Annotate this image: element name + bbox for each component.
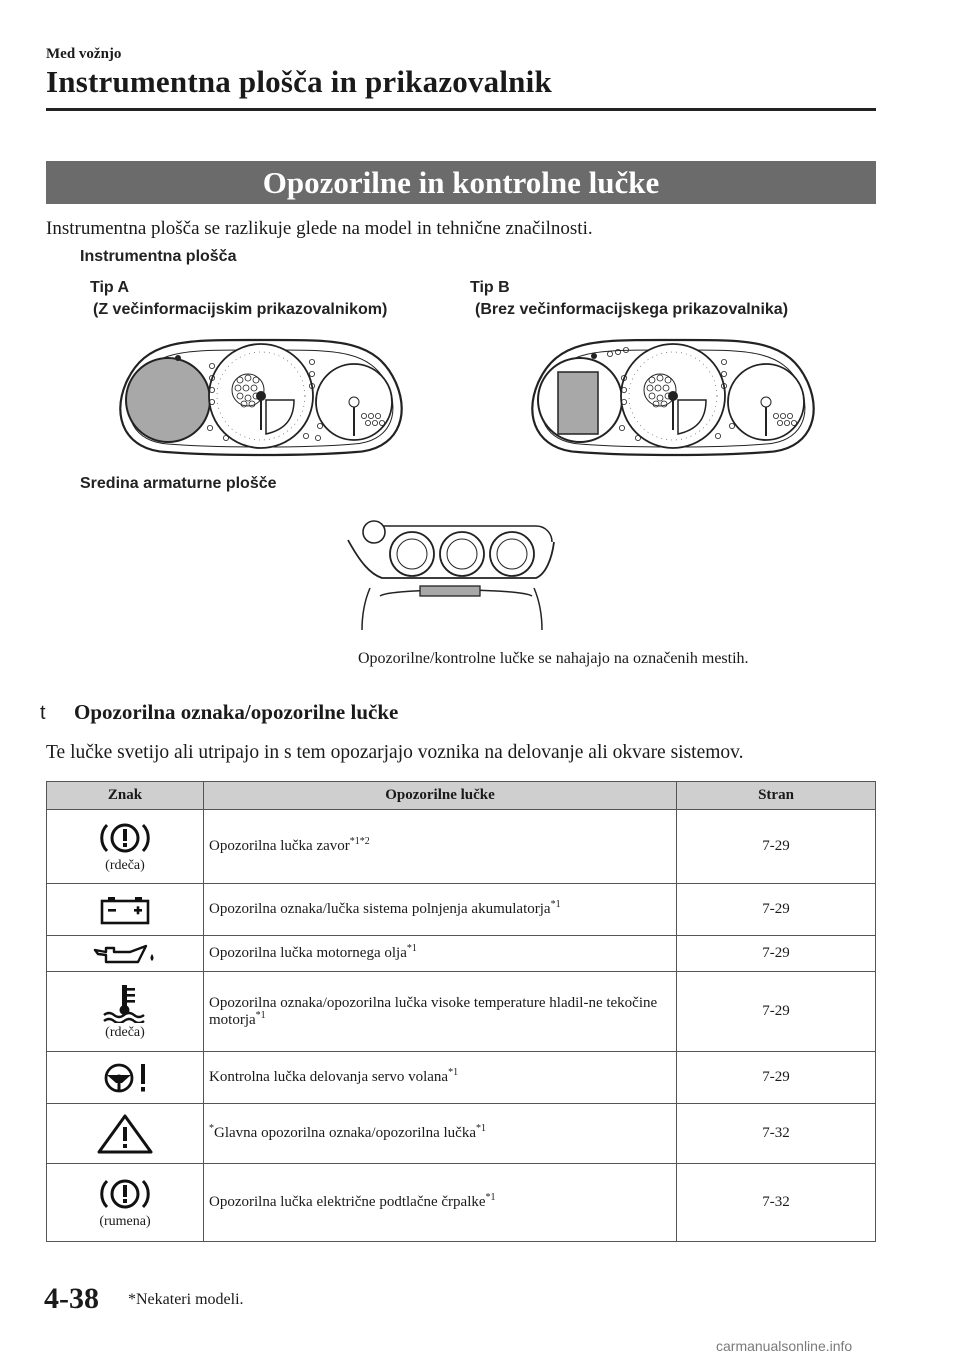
light-name-cell (204, 884, 677, 936)
footnote-ref: *1*2 (349, 836, 370, 847)
center-dashboard-illustration (340, 512, 565, 632)
color-note: (rumena) (99, 1213, 151, 1229)
symbol-cell (47, 972, 204, 1052)
color-note: (rdeča) (105, 857, 145, 873)
battery-icon (97, 895, 153, 925)
page-ref: 7-29 (677, 810, 876, 884)
table-row (47, 1104, 876, 1164)
table-row (47, 972, 876, 1052)
brake-warning-icon (97, 820, 153, 856)
type-b-desc: (Brez večinformacijskega prikazovalnika) (475, 301, 789, 318)
light-name-cell (204, 972, 677, 1052)
coolant-temp-icon (100, 983, 150, 1023)
section-banner: Opozorilne in kontrolne lučke (46, 161, 876, 204)
page-ref: 7-29 (677, 972, 876, 1052)
symbol-cell (47, 810, 204, 884)
title-rule (46, 108, 876, 111)
table-row (47, 884, 876, 936)
page-ref: 7-29 (677, 936, 876, 972)
header-symbol: Znak (47, 782, 204, 810)
table-row (47, 1052, 876, 1104)
page-number: 4-38 (44, 1282, 99, 1315)
light-name-cell (204, 936, 677, 972)
footnote-ref: *1 (406, 943, 417, 954)
panel-label: Instrumentna plošča (80, 248, 237, 265)
vacuum-pump-warning-icon (97, 1176, 153, 1212)
footnote: *Nekateri modeli. (128, 1291, 244, 1308)
bullet-marker: t (40, 702, 46, 724)
light-name-cell (204, 1104, 677, 1164)
page-ref: 7-29 (677, 884, 876, 936)
type-a-desc: (Z večinformacijskim prikazovalnikom) (93, 301, 388, 318)
symbol-cell (47, 884, 204, 936)
intro-text: Instrumentna plošča se razlikuje glede na model in tehnične značilnosti. (46, 218, 593, 239)
cluster-type-b-illustration (518, 328, 828, 458)
symbol-cell (47, 1052, 204, 1104)
color-note: (rdeča) (105, 1024, 145, 1040)
model-ref: * (209, 1123, 214, 1134)
cluster-type-a-illustration (106, 328, 416, 458)
light-name: Opozorilna oznaka/lučka sistema polnjenja akumulatorja (209, 901, 551, 917)
subsection-heading: Opozorilna oznaka/opozorilne lučke (74, 700, 399, 724)
page-ref: 7-32 (677, 1164, 876, 1242)
light-name-cell (204, 1164, 677, 1242)
header-lights: Opozorilne lučke (204, 782, 677, 810)
table-row (47, 1164, 876, 1242)
table-header-row (47, 782, 876, 810)
light-name-cell (204, 1052, 677, 1104)
light-name-cell (204, 810, 677, 884)
master-warning-icon (96, 1112, 154, 1156)
page-ref: 7-32 (677, 1104, 876, 1164)
diagram-caption: Opozorilne/kontrolne lučke se nahajajo na označenih mestih. (358, 650, 749, 667)
page-ref: 7-29 (677, 1052, 876, 1104)
center-label: Sredina armaturne plošče (80, 475, 277, 492)
type-b-name: Tip B (470, 279, 510, 296)
section-label: Med vožnjo (46, 46, 122, 62)
subsection-description: Te lučke svetijo ali utripajo in s tem opozarjajo voznika na delovanje ali okvare sistemov. (46, 742, 744, 763)
page-title: Instrumentna plošča in prikazovalnik (46, 64, 552, 99)
header-page: Stran (677, 782, 876, 810)
table-row (47, 936, 876, 972)
light-name: Kontrolna lučka delovanja servo volana (209, 1069, 449, 1085)
light-name: Opozorilna lučka motornega olja (209, 945, 407, 961)
light-name: Opozorilna oznaka/opozorilna lučka visoke temperature hladil-ne tekočine motorja (209, 994, 658, 1028)
watermark: carmanualsonline.info (716, 1338, 853, 1354)
table-row (47, 810, 876, 884)
oil-can-icon (92, 942, 158, 966)
warning-lights-table (46, 781, 876, 1242)
power-steering-icon (95, 1061, 155, 1095)
footnote-ref: *1 (485, 1192, 496, 1203)
type-a-name: Tip A (90, 279, 130, 296)
symbol-cell (47, 1164, 204, 1242)
footnote-ref: *1 (475, 1123, 486, 1134)
footnote-ref: *1 (255, 1009, 266, 1021)
light-name: Opozorilna lučka električne podtlačne črpalke (209, 1194, 486, 1210)
footnote-ref: *1 (448, 1067, 459, 1078)
symbol-cell (47, 1104, 204, 1164)
light-name: Opozorilna lučka zavor (209, 838, 350, 854)
light-name: Glavna opozorilna oznaka/opozorilna lučka (214, 1125, 476, 1141)
symbol-cell (47, 936, 204, 972)
footnote-ref: *1 (550, 899, 561, 910)
